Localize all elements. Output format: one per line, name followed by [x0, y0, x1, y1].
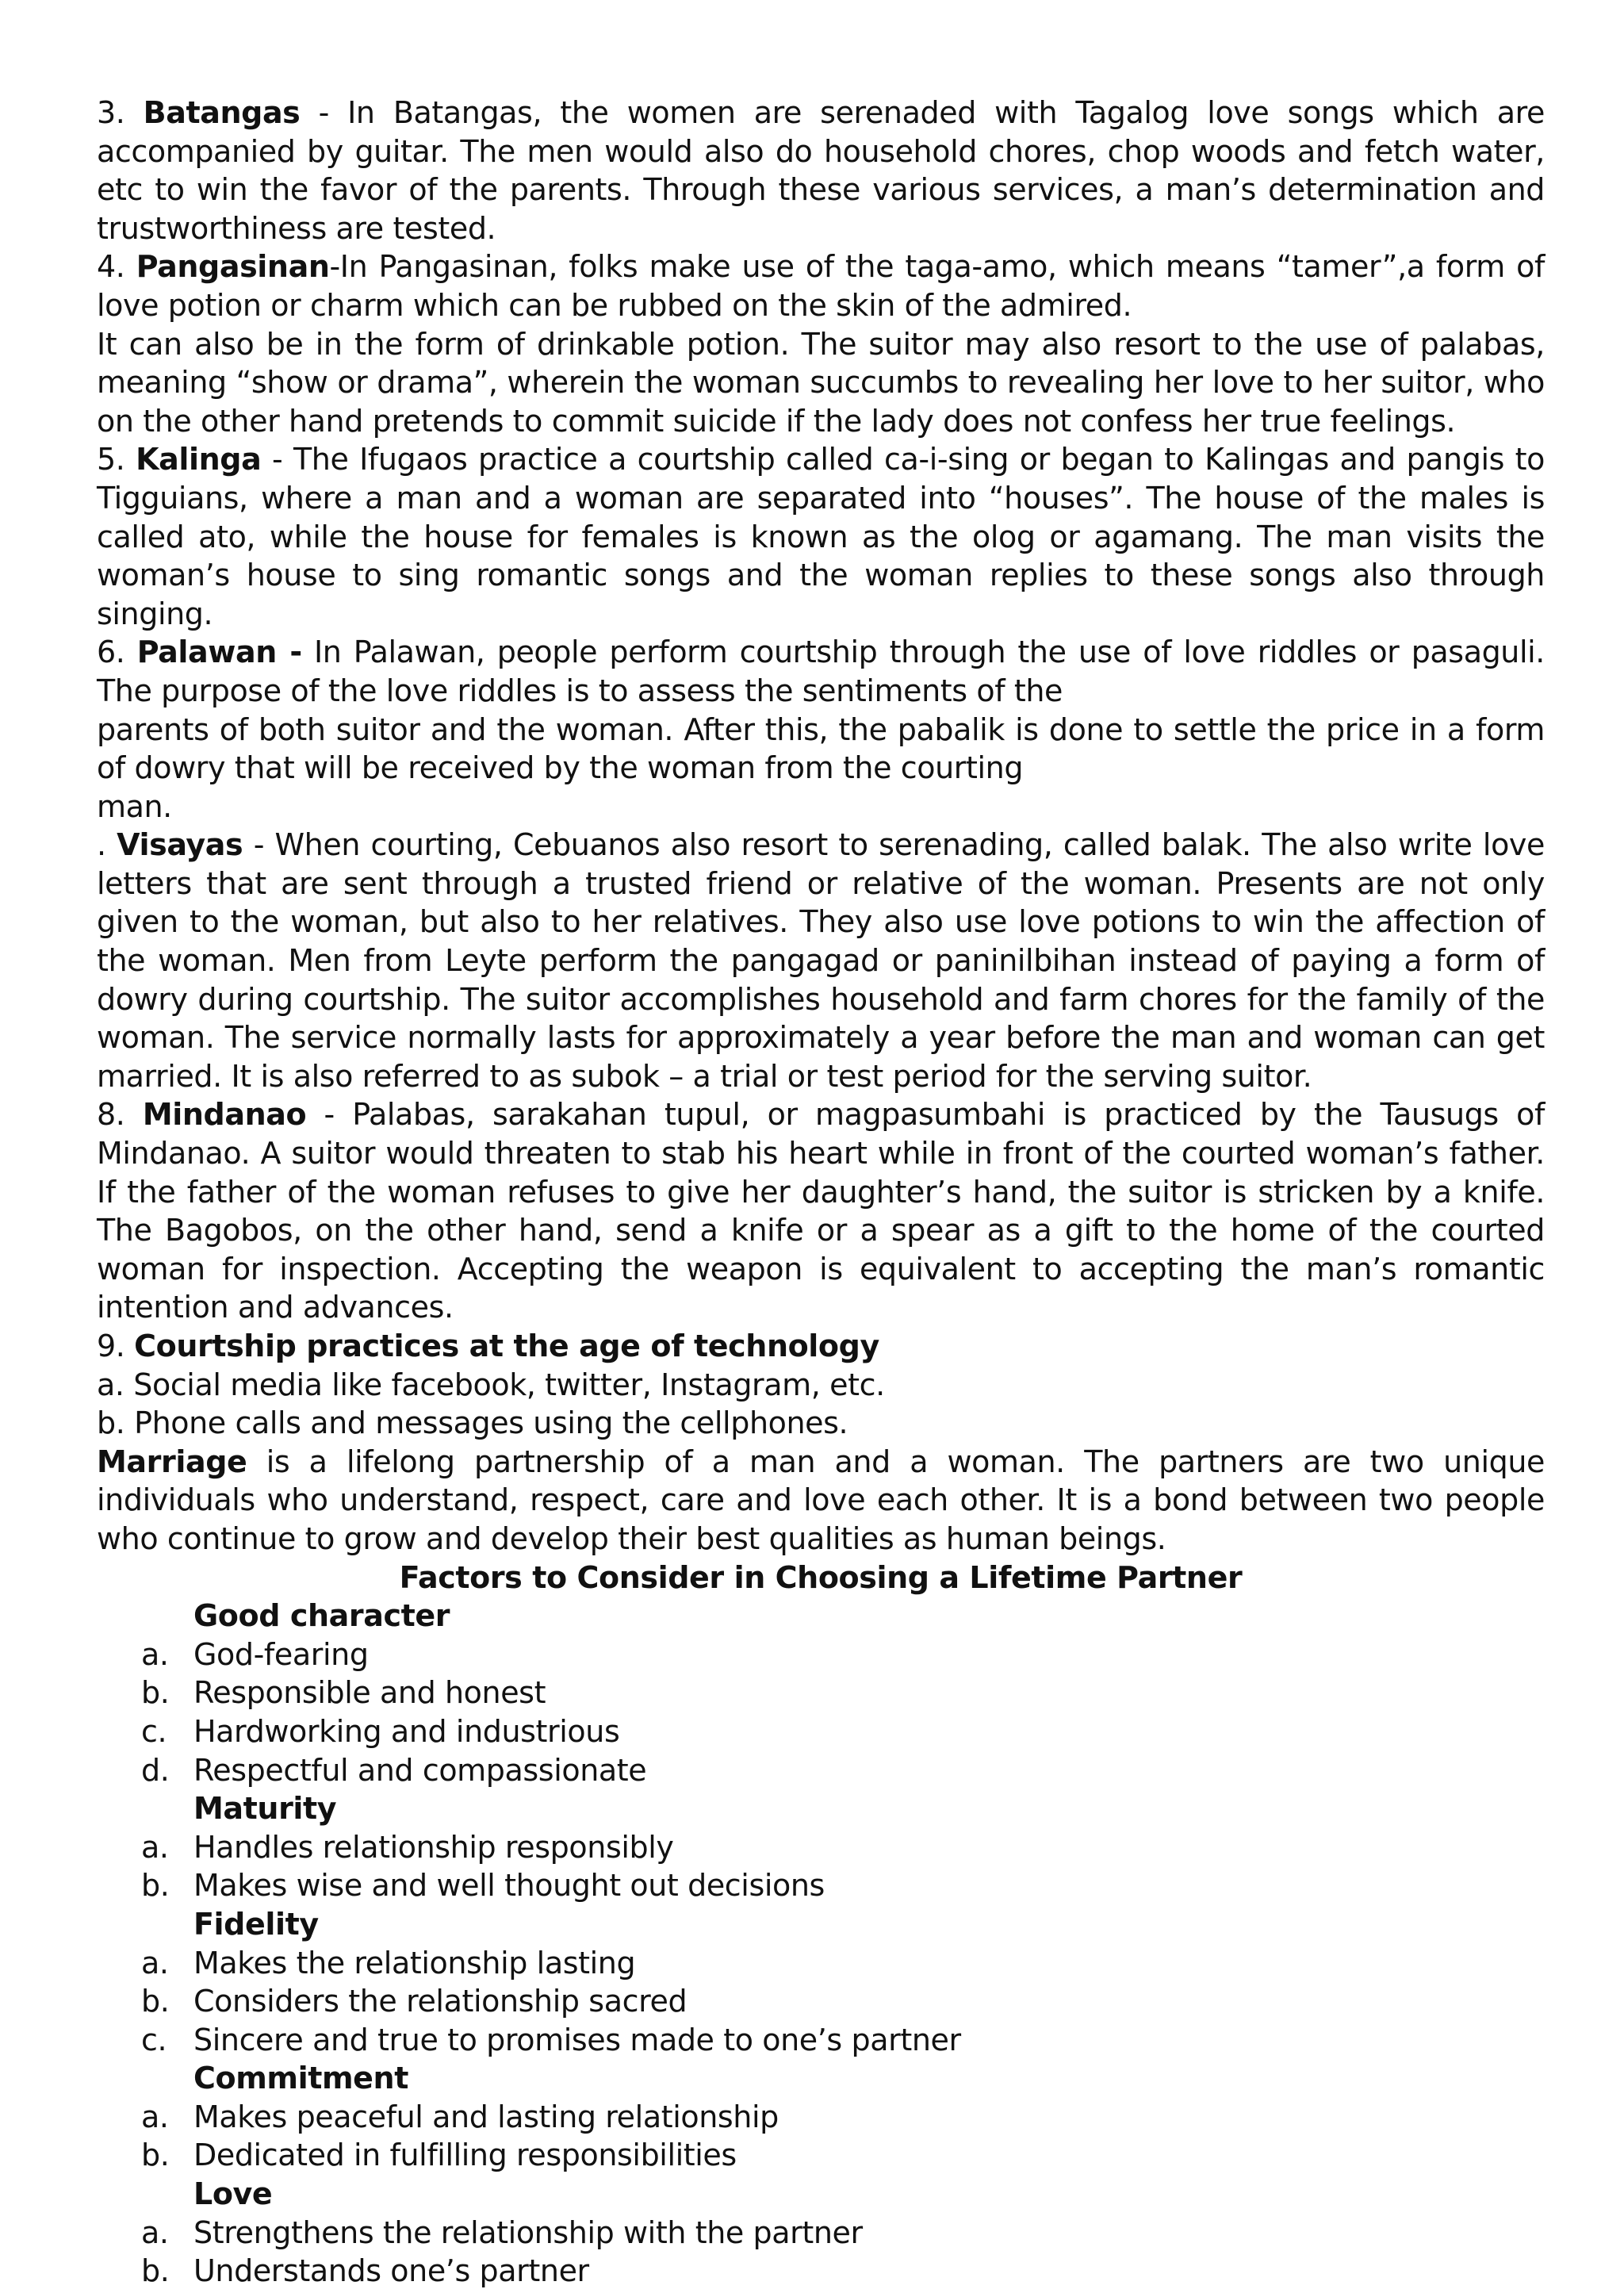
factor-heading-good-character: Good character	[193, 1598, 450, 1634]
paragraph-text: man.	[97, 788, 172, 824]
paragraph-text: It can also be in the form of drinkable potion. The suitor may also resort to the use of palabas, meaning “show or drama”, wherein the woman succumbs to revealing her love to her suitor, who on the other hand pretends to commit suicide if the lady does not confess her true feelings.	[97, 326, 1545, 439]
document-page	[97, 94, 1545, 2291]
list-item-text: Considers the relationship sacred	[193, 1984, 688, 2019]
list-item-text: Handles relationship responsibly	[193, 1829, 674, 1865]
list-item-text: Hardworking and industrious	[193, 1713, 620, 1749]
paragraph-lead: 4.	[97, 249, 136, 285]
paragraph-text: -In Pangasinan, folks make use of the taga-amo, which means “tamer”,a form of love potion or charm which can be rubbed on the skin of the admired.	[97, 249, 1545, 323]
list-marker: a.	[141, 1829, 169, 1865]
list-item-text: Makes wise and well thought out decisions	[193, 1868, 825, 1904]
list-marker: b.	[141, 2253, 170, 2289]
list-item	[97, 1751, 1545, 1790]
paragraph-bold-term: Mindanao	[142, 1097, 307, 1133]
list-item-text: Responsible and honest	[193, 1675, 546, 1711]
list-marker: a.	[141, 1945, 169, 1980]
paragraph-marriage	[97, 1443, 1545, 1559]
list-marker: a.	[141, 2099, 169, 2134]
list-marker: a.	[141, 2214, 169, 2250]
list-item	[97, 2098, 1545, 2137]
factors-title: Factors to Consider in Choosing a Lifetime Partner	[399, 1559, 1243, 1595]
paragraph-lead: 3.	[97, 95, 144, 130]
list-item-text: Sincere and true to promises made to one’s partner	[193, 2022, 961, 2057]
list-item	[97, 1712, 1545, 1751]
list-marker: c.	[141, 1713, 167, 1749]
paragraph-bold-term: Palawan -	[136, 635, 302, 670]
paragraph-bold-term: Visayas	[117, 827, 243, 863]
list-item	[97, 1674, 1545, 1712]
paragraph-bold-term: Batangas	[143, 95, 301, 130]
paragraph-lead: 5.	[97, 442, 136, 477]
paragraph-text: - The Ifugaos practice a courtship called ca-i-sing or began to Kalingas and pangis to Tigguians, where a man and a woman are separated into “houses”. The house of the males is called ato, while the house for females is known as the olog or agamang. The man visits the woman’s house to sing romantic songs and the woman replies to these songs also through singing.	[97, 442, 1545, 631]
paragraph-palawan-continued	[97, 711, 1545, 788]
list-marker: b.	[141, 1984, 170, 2019]
factor-list-commitment	[97, 2098, 1545, 2175]
paragraph-technology-heading	[97, 1327, 1545, 1366]
paragraph-mindanao	[97, 1095, 1545, 1327]
paragraph-text: b. Phone calls and messages using the cellphones.	[97, 1405, 848, 1441]
paragraph-text: - In Batangas, the women are serenaded with Tagalog love songs which are accompanied by guitar. The men would also do household chores, chop woods and fetch water, etc to win the favor of the parents. Through these various services, a man’s determination and trustworthiness are tested.	[97, 95, 1545, 246]
list-marker: c.	[141, 2022, 167, 2057]
factor-heading-love: Love	[193, 2176, 273, 2212]
list-item	[97, 1635, 1545, 1674]
paragraph-pangasinan-continued	[97, 325, 1545, 441]
list-item-text: God-fearing	[193, 1636, 369, 1672]
list-item-text: Strengthens the relationship with the partner	[193, 2214, 863, 2250]
list-item	[97, 1866, 1545, 1905]
factor-list-good-character	[97, 1635, 1545, 1789]
paragraph-palawan	[97, 633, 1545, 710]
paragraph-visayas	[97, 826, 1545, 1095]
list-item-text: Respectful and compassionate	[193, 1752, 647, 1788]
list-marker: b.	[141, 1868, 170, 1904]
paragraph-palawan-end	[97, 788, 1545, 826]
paragraph-lead: 6.	[97, 635, 137, 670]
paragraph-pangasinan	[97, 247, 1545, 324]
paragraph-text: a. Social media like facebook, twitter, Instagram, etc.	[97, 1367, 885, 1402]
paragraph-bold-term: Kalinga	[136, 442, 262, 477]
paragraph-lead: 8.	[97, 1097, 143, 1133]
list-item-text: Makes the relationship lasting	[193, 1945, 636, 1980]
list-item	[97, 2214, 1545, 2253]
paragraph-bold-term: Pangasinan	[136, 249, 330, 285]
paragraph-technology-item-a	[97, 1366, 1545, 1405]
factor-heading-maturity: Maturity	[193, 1791, 337, 1827]
list-item	[97, 1828, 1545, 1867]
paragraph-lead: .	[97, 827, 117, 863]
paragraph-technology-item-b	[97, 1404, 1545, 1443]
factor-heading-fidelity: Fidelity	[193, 1906, 319, 1942]
list-item-text: Dedicated in fulfilling responsibilities	[193, 2138, 737, 2173]
paragraph-text: - When courting, Cebuanos also resort to serenading, called balak. The also write love letters that are sent through a trusted friend or relative of the woman. Presents are not only given to the woman, but also to her relatives. They also use love potions to win the affection of the woman. Men from Leyte perform the pangagad or paninilbihan instead of paying a form of dowry during courtship. The suitor accomplishes household and farm chores for the family of the woman. The service normally lasts for approximately a year before the man and woman can get married. It is also referred to as subok – a trial or test period for the serving suitor.	[97, 827, 1545, 1094]
factor-list-maturity	[97, 1828, 1545, 1905]
paragraph-text: In Palawan, people perform courtship through the use of love riddles or pasaguli. The purpose of the love riddles is to assess the sentiments of the	[97, 635, 1545, 708]
list-marker: b.	[141, 1675, 170, 1711]
factor-list-love	[97, 2214, 1545, 2291]
paragraph-kalinga	[97, 440, 1545, 633]
list-item	[97, 1944, 1545, 1983]
paragraph-text: - Palabas, sarakahan tupul, or magpasumbahi is practiced by the Tausugs of Mindanao. A suitor would threaten to stab his heart while in front of the courted woman’s father. If the father of the woman refuses to give her daughter’s hand, the suitor is stricken by a knife. The Bagobos, on the other hand, send a knife or a spear as a gift to the home of the courted woman for inspection. Accepting the weapon is equivalent to accepting the man’s romantic intention and advances.	[97, 1097, 1545, 1325]
list-item-text: Makes peaceful and lasting relationship	[193, 2099, 779, 2134]
factor-list-fidelity	[97, 1944, 1545, 2060]
paragraph-bold-term: Marriage	[97, 1444, 247, 1479]
paragraph-bold-term: Courtship practices at the age of technology	[134, 1329, 879, 1363]
paragraph-lead: 9.	[97, 1329, 135, 1363]
list-marker: b.	[141, 2138, 170, 2173]
paragraph-text: is a lifelong partnership of a man and a woman. The partners are two unique individuals who understand, respect, care and love each other. It is a bond between two people who continue to grow and develop their best qualities as human beings.	[97, 1444, 1545, 1556]
paragraph-batangas	[97, 94, 1545, 247]
list-item	[97, 2136, 1545, 2175]
list-item	[97, 1982, 1545, 2021]
list-marker: a.	[141, 1636, 169, 1672]
paragraph-text: parents of both suitor and the woman. After this, the pabalik is done to settle the price in a form of dowry that will be received by the woman from the courting	[97, 711, 1545, 786]
list-marker: d.	[141, 1752, 170, 1788]
list-item-text: Understands one’s partner	[193, 2253, 589, 2289]
list-item	[97, 2021, 1545, 2060]
list-item	[97, 2252, 1545, 2291]
factor-heading-commitment: Commitment	[193, 2061, 408, 2096]
